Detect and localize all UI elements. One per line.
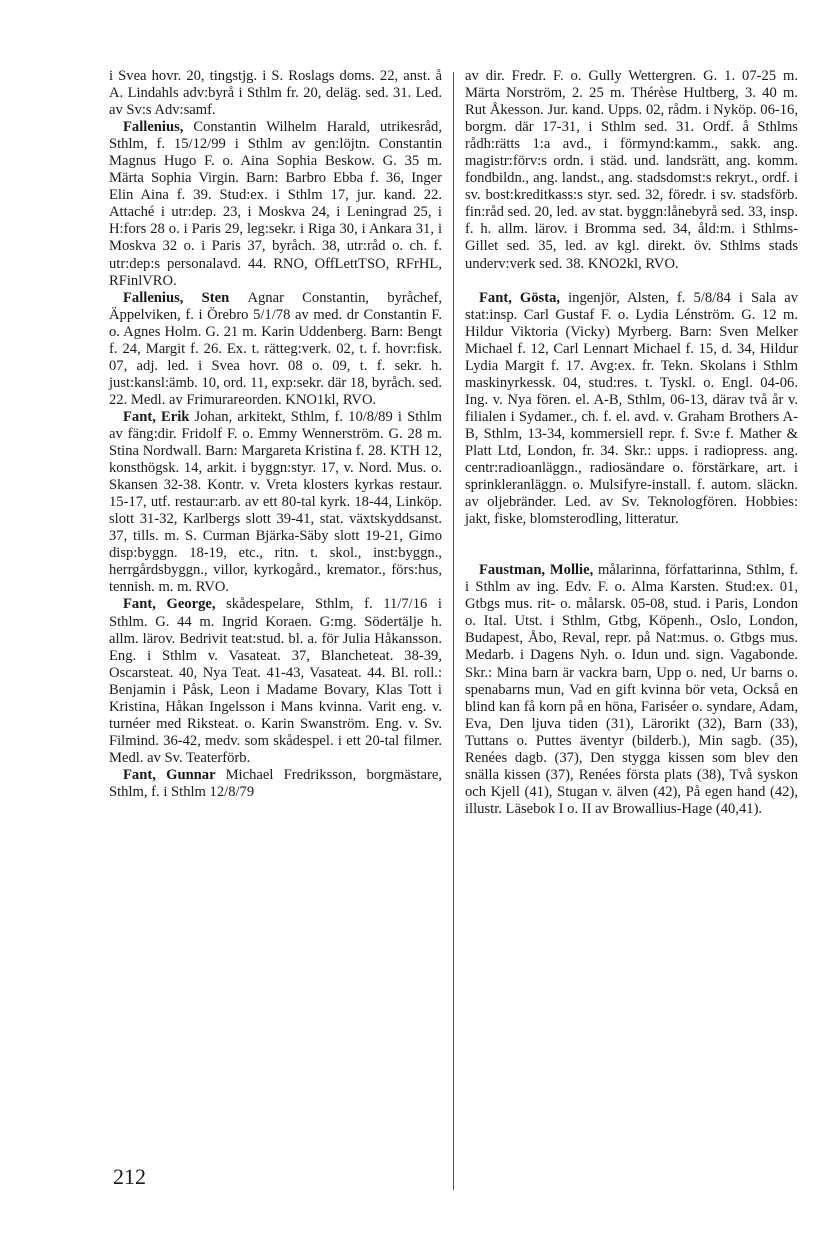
entry-fant-george: Fant, George, skådespelare, Sthlm, f. 11/7/16 i Sthlm. G. 44 m. Ingrid Koraen. G:mg. Södertälje h. allm. lärov. Bedrivit teat:stud. bl. a. för Julia Håkansson. Eng. i Sthlm v. Vasateat. 37, Blancheteat. 38-39, Oscarsteat. 40, Nya Teat. 41-43, Vasateat. 44. Bl. roll.: Benjamin i Påsk, Leon i Madame Bovary, Klas Tott i Kristina, Håkan Ingelsson i Mans kvinna. Varit eng. v. turnéer med Riksteat. o. Karin Swanström. Eng. v. Sv. Filmind. 36-42, medv. som skådespel. i ett 20-tal filmer. Medl. av Sv. Teaterförb. <box>109 596 442 766</box>
entry-name: Fant, George, <box>123 596 227 613</box>
entry-fallenius-sten: Fallenius, Sten Agnar Constantin, byråchef, Äppelviken, f. i Örebro 5/1/78 av med. dr Constantin F. o. Agnes Holm. G. 21 m. Karin Uddenberg. Barn: Bengt f. 24, Margit f. 26. Ex. t. rätteg:verk. 02, t. f. hovr:fisk. 07, adj. led. i Svea hovr. 08 o. 09, t. f. sekr. h. just:kansl:ämb. 10, ord. 11, exp:sekr. där 18, byråch. sed. 22. Medl. av Frimurareorden. KNO1kl, RVO. <box>109 289 442 408</box>
left-column <box>109 68 442 801</box>
right-column <box>465 68 798 818</box>
entry-fant-erik: Fant, Erik Johan, arkitekt, Sthlm, f. 10/8/89 i Sthlm av fäng:dir. Fridolf F. o. Emmy Wennerström. G. 28 m. Stina Nordwall. Barn: Margareta Kristina f. 28. KTH 12, konsthögsk. 14, arkit. i byggn:styr. 17, v. Nord. Mus. o. Skansen 32-38. Kontr. v. Vreta klosters kyrkas restaur. 15-17, utf. restaur:arb. av ett 80-tal kyrk. 18-44, Linköp. slott 31-32, Karlbergs slott 39-41, stat. växtskyddsanst. 37, tills. m. S. Curman Bjärka-Säby slott 19-21, Gimo disp:byggn. 18-19, etc., ritn. t. skol., inst:byggn., herrgårdsbyggn., villor, kyrkogård., kremator., förs:hus, tennish. m. m. RVO. <box>109 408 442 596</box>
page-number: 212 <box>113 1164 146 1189</box>
column-divider <box>453 72 454 1190</box>
entry-name: Fallenius, <box>123 119 194 136</box>
entry-continuation: av dir. Fredr. F. o. Gully Wettergren. G. 1. 07-25 m. Märta Norström, 2. 25 m. Thérèse Hultberg, 3. 40 m. Rut Åkesson. Jur. kand. Upps. 02, rådm. i Nyköp. 06-16, borgm. där 17-31, i Sthlm sed. 31. Ordf. å Sthlms rådh:rätts 1:a avd., i förmynd:kamm., sakk. ang. magistr:förv:s ordn. i städ. und. landsrätt, ang. komm. fondbildn., ang. landst., ang. stadsdomst:s rekryt., ordf. i sv. bost:kreditkass:s styr. sed. 32, föredr. i sv. stadsförb. fin:råd sed. 20, led. av stat. byggn:lånebyrå sed. 33, insp. f. h. allm. lärov. i Bromma sed. 34, åld:m. i Sthlms-Gillet sed. 35, led. av kgl. direkt. öv. Sthlms stads underv:verk sed. 38. KNO2kl, RVO. <box>465 68 798 272</box>
entry-name: Fant, Erik <box>123 408 195 425</box>
entry-fant-gosta: Fant, Gösta, ingenjör, Alsten, f. 5/8/84 i Sala av stat:insp. Carl Gustaf F. o. Lydia Lénström. G. 12 m. Hildur Viktoria (Vicky) Myrberg. Barn: Sven Melker Michael f. 12, Carl Lennart Michael f. 15, d. 34, Hildur Lydia Margit f. 17. Avg:ex. fr. Tekn. Skolans i Sthlm maskinyrkessk. 04, stud:res. t. Tyskl. o. Engl. 04-06. Ing. v. Nya fören. el. A-B, Sthlm, 06-13, därav två år v. filialen i Sydamer., ch. f. el. avd. v. Graham Brothers A-B, Sthlm, 13-34, kommersiell repr. f. Sv:e f. Mather & Platt Ltd, London, fr. 34. Skr.: upps. i radiopress. ang. centr:radioanläggn., radiosändare o. förstärkare, art. i sprinkleranläggn. o. Mulsifyre-install. f. autom. släckn. av oljebränder. Led. av Sv. Teknologfören. Hobbies: jakt, fiske, blomsterodling, litteratur. <box>465 289 798 528</box>
entry-name: Fallenius, Sten <box>123 289 248 306</box>
entry-name: Faustman, Mollie, <box>479 562 599 579</box>
entry-faustman-mollie: Faustman, Mollie, målarinna, författarinna, Sthlm, f. i Sthlm av ing. Edv. F. o. Alma Karsten. Stud:ex. 01, Gtbgs mus. rit- o. målarsk. 05-08, stud. i Paris, London o. Ital. Utst. i Sthlm, Gtbg, Köpenh., Oslo, London, Budapest, Åbo, Reval, repr. på Nat:mus. o. Gtbgs mus. Medarb. i Dagens Nyh. o. Idun und. sign. Vagabonde. Skr.: Mina barn är vackra barn, Upp o. ned, Ur barns o. spenabarns mun, Vad en gift kvinna bör veta, Också en blind kan få korn på en höna, Fariséer o. syndare, Adam, Eva, Den ljuva tiden (31), Lärorikt (32), Barn (33), Tuttans o. Puttes äventyr (bilderb.), Min sagb. (35), Renées dagb. (37), Den stygga kissen som blev den snälla kissen (37), Renées första plats (38), Två syskon och Kjell (41), Stugan v. älven (42), På egen hand (42), illustr. Läsebok I o. II av Browallius-Hage (40,41). <box>465 562 798 817</box>
entry-name: Fant, Gösta, <box>479 289 569 306</box>
entry-continuation: i Svea hovr. 20, tingstjg. i S. Roslags doms. 22, anst. å A. Lindahls adv:byrå i Sthlm fr. 20, deläg. sed. 31. Led. av Sv:s Adv:samf. <box>109 68 442 119</box>
entry-fallenius-harald: Fallenius, Constantin Wilhelm Harald, utrikesråd, Sthlm, f. 15/12/99 i Sthlm av gen:löjtn. Constantin Magnus Hugo F. o. Aina Sophia Beskow. G. 35 m. Märta Sophia Virgin. Barn: Barbro Ebba f. 36, Inger Elin Aina f. 39. Stud:ex. i Sthlm 17, jur. kand. 22. Attaché i utr:dep. 23, i Moskva 24, i Leningrad 25, i H:fors 28 o. i Paris 29, leg:sekr. i Riga 30, i Ankara 31, i Moskva 32 o. i Paris 37, byråch. 38, utr:råd o. ch. f. utr:dep:s personalavd. 44. RNO, OffLettTSO, RFrHL, RFinlVRO. <box>109 119 442 289</box>
entry-name: Fant, Gunnar <box>123 766 226 783</box>
entry-fant-gunnar: Fant, Gunnar Michael Fredriksson, borgmästare, Sthlm, f. i Sthlm 12/8/79 <box>109 766 442 800</box>
